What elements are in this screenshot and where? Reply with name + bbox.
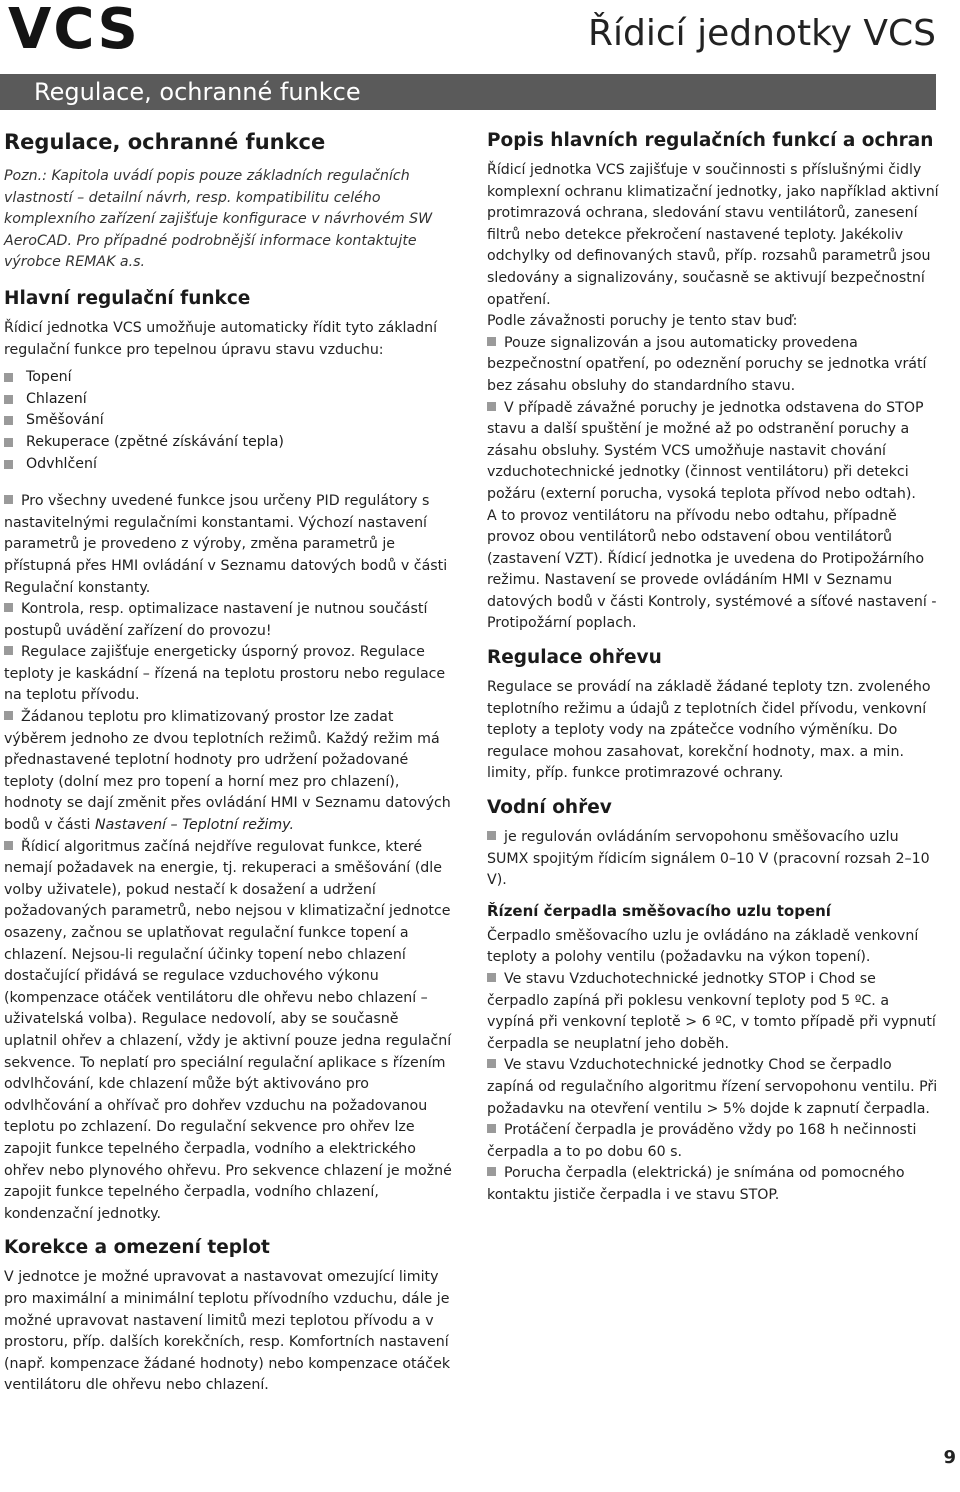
regulace-paragraph: Regulace zajišťuje energeticky úsporný provoz. Regulace teploty je kaskádní – řízená na teplotu prostoru nebo regulace na teplotu přívodu. xyxy=(4,644,446,704)
bullet-icon xyxy=(4,460,13,469)
zadana-teplota-paragraph: Žádanou teplotu pro klimatizovaný prostor lze zadat výběrem jednoho ze dvou teplotních režimů. Každý režim má přednastavené teplotní hodnoty pro udržení požadované teploty (dolní mez pro topení a horní mez pro chlazení), hodnoty se dají změnit přes ovládání HMI v Seznamu datových bodů v části Nastavení – Teplotní režimy. xyxy=(4,709,451,834)
bullet-icon xyxy=(4,373,13,382)
bullet-icon xyxy=(487,1124,496,1133)
bullet-icon xyxy=(4,711,13,720)
left-column xyxy=(4,128,456,1397)
bullet-icon xyxy=(487,831,496,840)
page-number: 9 xyxy=(943,1447,956,1468)
list-item: Směšování xyxy=(4,410,456,432)
bullet-icon xyxy=(4,438,13,447)
banner-title: Regulace, ochranné funkce xyxy=(34,78,361,106)
bullet-icon xyxy=(487,402,496,411)
document-title: Řídicí jednotky VCS xyxy=(588,13,936,54)
popis-heading: Popis hlavních regulačních funkcí a ochran xyxy=(487,130,934,151)
bullet-icon xyxy=(4,603,13,612)
bullet-icon xyxy=(487,1059,496,1068)
porucha-paragraph: Porucha čerpadla (elektrická) je snímána od pomocného kontaktu jističe čerpadla i ve stavu STOP. xyxy=(487,1165,905,1203)
bullet-icon xyxy=(4,416,13,425)
protaceni-paragraph: Protáčení čerpadla je prováděno vždy po 168 h nečinnosti čerpadla a to po dobu 60 s. xyxy=(487,1122,917,1160)
vodni-ohrev-paragraph: je regulován ovládáním servopohonu směšovacího uzlu SUMX spojitým řídicím signálem 0–10 V (pracovní rozsah 2–10 V). xyxy=(487,829,930,889)
cerpadlo-heading: Řízení čerpadla směšovacího uzlu topení xyxy=(487,901,831,920)
vodni-ohrev-heading: Vodní ohřev xyxy=(487,797,612,819)
list-item: Odvhlčení xyxy=(4,454,456,476)
zadana-teplota-reference: Nastavení – Teplotní režimy. xyxy=(95,817,294,834)
cerpadlo-paragraph: Čerpadlo směšovacího uzlu je ovládáno na základě venkovní teploty a polohy ventilu (požadavku na výkon topení). xyxy=(487,927,919,966)
vcs-logo: VCS xyxy=(8,0,140,62)
list-item: Topení xyxy=(4,367,456,389)
ohrev-paragraph: Regulace se provádí na základě žádané teploty tzn. zvoleného teplotního režimu a údajů z teplotních čidel přívodu, venkovní teploty a teploty vody na zpátečce vodního výměníku. Do regulace mohou zasahovat, korekční hodnoty, max. a min. limity, příp. funkce protimrazové ochrany. xyxy=(487,679,931,782)
functions-list xyxy=(4,367,456,475)
section-banner xyxy=(0,74,936,110)
main-functions-intro: Řídicí jednotka VCS umožňuje automaticky řídit tyto základní regulační funkce pro tepelnou úpravu stavu vzduchu: xyxy=(4,319,438,358)
zavaznost-paragraph: Podle závažnosti poruchy je tento stav buď: xyxy=(487,313,798,330)
zavazna-porucha-paragraph: V případě závažné poruchy je jednotka odstavena do STOP stavu a další spuštění je možné až po odstranění poruchy a zásahu obsluhy. Systém VCS umožňuje nastavit chování vzduchotechnické jednotky (činnost ventilátoru) při detekci požáru (externí porucha, vysoká teplota přívod nebo odtah). xyxy=(487,399,924,502)
bullet-icon xyxy=(4,646,13,655)
bullet-icon xyxy=(4,395,13,404)
stop-paragraph: Ve stavu Vzduchotechnické jednotky STOP i Chod se čerpadlo zapíná při poklesu venkovní teploty pod 5 ºC. a vypíná při venkovní teplotě > 6 ºC, v tomto případě při vypnutí čerpadla se neuplatní jeho doběh. xyxy=(487,971,936,1052)
algoritmus-paragraph: Řídicí algoritmus začíná nejdříve regulovat funkce, které nemají požadavek na energie, tj. rekuperaci a směšování (dle volby uživatele), pokud nestačí k dosažení a udržení požadovaných parametrů, nebo nejsou v klimatizační jednotce osazeny, začnou se uplatňovat regulační funkce topení a chlazení. Nejsou-li regulační účinky topení nebo chlazení dostačující přidává se regulace vzduchového výkonu (kompenzace otáček ventilátoru dle ohřevu nebo chlazení – uživatelská volba). Regulace nedovolí, aby se současně uplatnil ohřev a chlazení, vždy je aktivní pouze jedna regulační sekvence. To neplatí pro speciální regulační aplikace s řízením odvlhčování, kde chlazení může být aktivováno pro odvlhčování a ohřívač pro dohřev vzduchu na požadovanou teplotu po zchlazení. Do regulační sekvence pro ohřev lze zapojit funkce tepelného čerpadla, vodního a elektrického ohřev nebo plynového ohřevu. Pro sekvence chlazení je možné zapojit funkce tepelného čerpadla, vodního chlazení, kondenzační jednotky. xyxy=(4,838,452,1222)
bullet-icon xyxy=(4,495,13,504)
bullet-icon xyxy=(4,841,13,850)
ohrev-heading: Regulace ohřevu xyxy=(487,647,662,669)
popis-paragraph: Řídicí jednotka VCS zajišťuje v součinnosti s příslušnými čidly komplexní ochranu klimatizační jednotky, jako například aktivní protimrazová ochrana, sledování stavu ventilátorů, zanesení filtrů nebo detekce překročení nastavené teploty. Jakékoliv odchylky od definovaných stavů, příp. rozsahů parametrů jsou sledovány a signalizovány, současně se aktivují bezpečnostní opatření. xyxy=(487,162,939,308)
note-paragraph: Pozn.: Kapitola uvádí popis pouze základních regulačních vlastností – detailní návrh, resp. kompatibilitu celého komplexního zařízení zajišťuje konfigurace v návrhovém SW AeroCAD. Pro případné podrobnější informace kontaktujte výrobce REMAK a.s. xyxy=(4,168,433,271)
kontrola-paragraph: Kontrola, resp. optimalizace nastavení je nutnou součástí postupů uvádění zařízení do provozu! xyxy=(4,601,428,639)
bullet-icon xyxy=(487,1167,496,1176)
right-column xyxy=(487,128,939,1207)
pid-paragraph: Pro všechny uvedené funkce jsou určeny PID regulátory s nastavitelnými regulačními konstantami. Výchozí nastavení parametrů je provedeno z výroby, změna parametrů je přístupná přes HMI ovládání v Seznamu datových bodů v části Regulační konstanty. xyxy=(4,493,448,596)
provoz-paragraph: A to provoz ventilátoru na přívodu nebo odtahu, případně provoz obou ventilátorů nebo odstavení obou ventilátorů (zastavení VZT). Řídicí jednotka je uvedena do Protipožárního režimu. Nastavení se provede ovládáním HMI v Seznamu datových bodů v části Kontroly, systémové a síťové nastavení - Protipožární poplach. xyxy=(487,507,937,632)
bullet-icon xyxy=(487,337,496,346)
signalizace-paragraph: Pouze signalizován a jsou automaticky provedena bezpečnostní opatření, po odeznění poruchy se jednotka vrátí bez zásahu obsluhy do standardního stavu. xyxy=(487,334,927,394)
list-item: Chlazení xyxy=(4,389,456,411)
section-heading: Regulace, ochranné funkce xyxy=(4,130,326,154)
korekce-heading: Korekce a omezení teplot xyxy=(4,1237,270,1259)
bullet-icon xyxy=(487,973,496,982)
korekce-paragraph: V jednotce je možné upravovat a nastavovat omezující limity pro maximální a minimální teplotu přívodního vzduchu, dále je možné upravovat nastavení limitů mezi teplotou přívodu a v prostoru, příp. dalších korekčních, resp. Komfortních nastavení (např. kompenzace žádané hodnoty) nebo kompenzace otáček ventilátoru dle ohřevu nebo chlazení. xyxy=(4,1269,451,1394)
main-functions-heading: Hlavní regulační funkce xyxy=(4,287,251,309)
list-item: Rekuperace (zpětné získávání tepla) xyxy=(4,432,456,454)
chod-paragraph: Ve stavu Vzduchotechnické jednotky Chod se čerpadlo zapíná od regulačního algoritmu řízení servopohonu ventilu. Při požadavku na otevření ventilu > 5% dojde k zapnutí čerpadla. xyxy=(487,1057,938,1117)
